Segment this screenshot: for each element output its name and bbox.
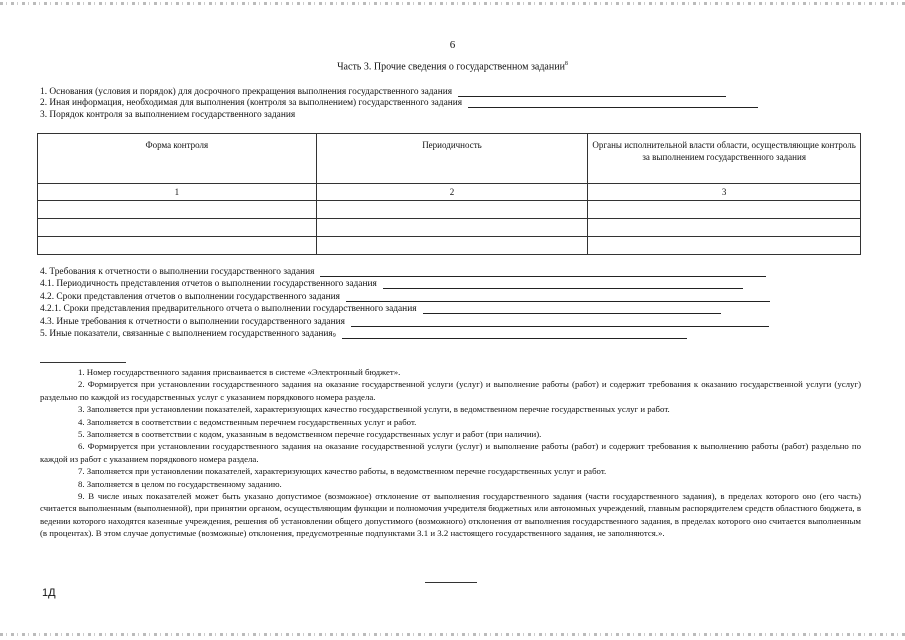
footnote-separator (40, 362, 126, 363)
reporting-line-text: 5. Иные показатели, связанные с выполнением государственного задания (40, 329, 333, 339)
reporting-line-4-2-1 (40, 304, 721, 314)
reporting-line-text: 4. Требования к отчетности о выполнении государственного задания (40, 267, 315, 277)
reporting-line-text: 4.2.1. Сроки представления предварительного отчета о выполнении государственного задания (40, 304, 417, 314)
table-cell (316, 201, 588, 219)
section-line-3-text: 3. Порядок контроля за выполнением государственного задания (40, 110, 296, 120)
reporting-line-4-2 (40, 292, 770, 302)
table-cell (316, 237, 588, 255)
control-table-column-number: 3 (588, 184, 861, 201)
table-row (38, 201, 861, 219)
part-title-footnote-ref: 8 (564, 61, 568, 67)
reporting-line-blank (320, 267, 766, 277)
table-cell (588, 237, 861, 255)
reporting-line-4 (40, 267, 766, 277)
part-title-text: Часть 3. Прочие сведения о государственном задании (337, 61, 565, 73)
footnotes-block (40, 366, 861, 540)
reporting-line-blank (383, 279, 743, 289)
footnote-3: 3. Заполняется при установлении показателей, характеризующих качество государственной услуги, в ведомственном перечне государственных услуг и работ. (78, 404, 670, 415)
table-row (38, 219, 861, 237)
section-line-2-blank (468, 98, 758, 108)
section-line-1 (40, 87, 726, 97)
scan-edge-top (0, 2, 905, 5)
reporting-line-blank (346, 292, 770, 302)
section-line-3 (40, 110, 295, 120)
footnote-2: 2. Формируется при установлении государственного задания на оказание государственной услуги (услуг) и выполнение работы (работ) и содержит требования к оказанию государственной услуги (услуг) раздельно по каждой из государственных услуг с указанием порядкового номера раздела. (40, 379, 861, 402)
footnote-6: 6. Формируется при установлении государственного задания на оказание государственной услуги (услуг) и выполнение работы (работ) и содержит требования к выполнению работы (работ) раздельно по каждой из работ с указанием порядкового номера раздела. (40, 441, 861, 464)
reporting-line-4-1 (40, 279, 743, 289)
reporting-line-5-footnote-ref: 9 (332, 333, 336, 339)
table-cell (38, 219, 317, 237)
reporting-line-5 (40, 329, 687, 339)
table-cell (588, 201, 861, 219)
section-line-1-blank (458, 87, 726, 97)
reporting-line-blank (423, 304, 721, 314)
section-line-2 (40, 98, 758, 108)
footnote-5: 5. Заполняется в соответствии с кодом, указанным в ведомственном перечне государственных услуг и работ (при наличии). (78, 429, 542, 440)
reporting-line-blank (342, 329, 687, 339)
control-table-number-row (38, 184, 861, 201)
footnote-4: 4. Заполняется в соответствии с ведомственным перечнем государственных услуг и работ. (78, 416, 417, 427)
control-table-header-row (38, 134, 861, 184)
reporting-line-text: 4.2. Сроки представления отчетов о выполнении государственного задания (40, 292, 340, 302)
page-number: 6 (449, 39, 456, 51)
table-cell (588, 219, 861, 237)
section-line-2-text: 2. Иная информация, необходимая для выполнения (контроля за выполнением) государственного задания (40, 98, 463, 108)
control-table (37, 133, 861, 255)
table-cell (38, 201, 317, 219)
page-code: 1Д (42, 587, 56, 599)
control-table-column-number: 1 (38, 184, 317, 201)
control-table-column-number: 2 (316, 184, 588, 201)
reporting-line-text: 4.1. Периодичность представления отчетов о выполнении государственного задания (40, 279, 377, 289)
table-cell (38, 237, 317, 255)
control-table-header-periodicity: Периодичность (316, 134, 588, 184)
part-title (0, 61, 905, 72)
control-table-header-authorities: Органы исполнительной власти области, осуществляющие контроль за выполнением государственного задания (588, 134, 861, 184)
reporting-line-4-3 (40, 317, 769, 327)
reporting-line-text: 4.3. Иные требования к отчетности о выполнении государственного задания (40, 317, 345, 327)
footnote-9: 9. В числе иных показателей может быть указано допустимое (возможное) отклонение от выполнения государственного задания (части государственного задания), в пределах которого оно (его часть) считается выполненным (выполненной), при принятии органом, осуществляющим функции и полномочия учредителя бюджетных или автономных учреждений, главным распорядителем средств областного бюджета, в ведении которого находятся казенные учреждения, решения об установлении общего допустимого (возможного) отклонения от выполнения государственного задания, в пределах которого оно считается выполненным (в процентах). В этом случае допустимые (возможные) отклонения, предусмотренные подпунктами 3.1 и 3.2 настоящего государственного задания, не заполняются.». (40, 491, 861, 539)
control-table-header-form: Форма контроля (38, 134, 317, 184)
table-cell (316, 219, 588, 237)
table-row (38, 237, 861, 255)
footnote-7: 7. Заполняется при установлении показателей, характеризующих качество работы, в ведомственном перечне государственных услуг и работ. (78, 466, 607, 477)
section-line-1-text: 1. Основания (условия и порядок) для досрочного прекращения выполнения государственного задания (40, 87, 453, 97)
reporting-line-blank (351, 317, 769, 327)
scan-edge-bottom (0, 633, 905, 636)
footnote-1: 1. Номер государственного задания присваивается в системе «Электронный бюджет». (78, 367, 401, 377)
footnote-8: 8. Заполняется в целом по государственному заданию. (78, 478, 282, 489)
end-separator (425, 582, 477, 583)
